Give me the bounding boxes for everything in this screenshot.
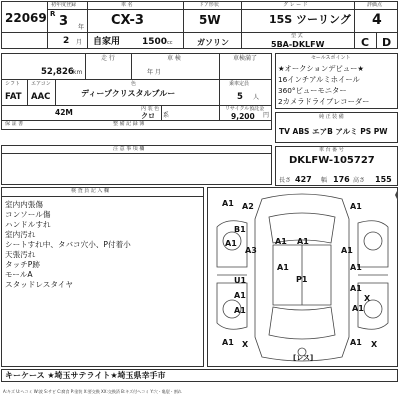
- ac: AAC: [31, 92, 51, 102]
- shift: FAT: [5, 92, 22, 102]
- grade: 15S ツーリング: [269, 13, 351, 26]
- interior-color-label: 内 装 色: [141, 106, 160, 112]
- mileage-unit: km: [73, 69, 83, 76]
- recycle-label: リサイクル預託金: [225, 106, 265, 112]
- usage: 自家用: [93, 37, 121, 47]
- length: 427: [295, 175, 312, 184]
- year-unit: 年: [78, 24, 85, 31]
- equipment-label: 純 正 装 備: [319, 114, 344, 120]
- color-number: 42M: [55, 108, 73, 117]
- chassis-label: 車 台 番 号: [319, 147, 344, 153]
- damage-a1-8: A1: [350, 263, 362, 272]
- damage-a1-14: A1: [350, 338, 362, 347]
- note-6: 天張汚れ: [5, 250, 36, 259]
- damage-x-2: X: [242, 340, 249, 349]
- score-label: 評価点: [367, 2, 383, 8]
- exterior-grade: D: [382, 36, 392, 49]
- doors-label: ドア形状: [199, 2, 219, 8]
- doors: 5W: [199, 13, 221, 27]
- interior-color-unit: 系: [163, 112, 170, 119]
- damage-p1: P1: [296, 275, 308, 284]
- damage-a1-9: A1: [234, 291, 246, 300]
- note-8: モールA: [5, 270, 33, 279]
- model: CX-3: [111, 13, 144, 28]
- auction-sheet: [1, 1, 399, 399]
- note-3: ハンドルすれ: [5, 220, 51, 229]
- color-label: 色: [131, 81, 137, 87]
- recycle: 9,200: [231, 112, 255, 121]
- year: 3: [59, 14, 69, 29]
- damage-a1-2: A1: [350, 202, 362, 211]
- lot-number: 22069: [5, 11, 47, 25]
- note-1: 室内内張傷: [5, 200, 43, 209]
- inspection-label: 車 検: [167, 55, 181, 62]
- sales-point-4: 2カメラドライブレコーダー: [278, 97, 370, 106]
- damage-a3-1: A3: [245, 246, 257, 255]
- warranty-label: 保 証 書: [5, 121, 24, 127]
- legend: A:キズ U:ヘコミ W:波 S:サビ C:腐食 P:塗装 X:要交換 XX:交換済 B:キズ付ヘコミ Y:穴・亀裂・割れ: [3, 389, 182, 394]
- ac-label: エアコン: [31, 81, 51, 87]
- key-info: キーケース ★埼玉サテライト★埼玉県幸手市: [5, 371, 166, 380]
- shift-label: シフト: [5, 81, 21, 87]
- width: 176: [333, 175, 350, 184]
- capacity-label: 乗車定員: [229, 81, 250, 87]
- remarks-label: 注 意 事 項 欄: [113, 146, 145, 152]
- note-7: タッチP跡: [5, 260, 40, 269]
- grade-label: グ レ ー ド: [283, 2, 308, 8]
- damage-x-1: X: [364, 294, 371, 303]
- damage-a1-13: A1: [222, 338, 234, 347]
- month: 2: [63, 36, 70, 46]
- fuel: ガソリン: [197, 38, 229, 47]
- interior-grade: C: [361, 36, 370, 49]
- sales-point-3: 360°ビューモニター: [278, 86, 347, 95]
- sales-point-label: セールスポイント: [311, 55, 351, 61]
- damage-a1-7: A1: [277, 263, 289, 272]
- height: 155: [375, 175, 392, 184]
- interior-color: クロ: [141, 112, 155, 120]
- capacity: 5: [237, 92, 243, 102]
- chassis-number: DKLFW-105727: [289, 155, 375, 166]
- month-unit: 月: [76, 39, 83, 46]
- mileage: 52,826: [41, 67, 74, 77]
- model-label: 車 名: [121, 2, 133, 8]
- damage-a1-4: A1: [275, 237, 287, 246]
- length-label: 長さ: [279, 177, 292, 184]
- displacement: 1500: [142, 37, 168, 47]
- note-2: コンソール傷: [5, 210, 51, 219]
- score: 4: [372, 12, 382, 28]
- note-5: シートすれ中、タバコ穴小、P付着小: [5, 240, 131, 249]
- color: ディープクリスタルブルー: [81, 89, 176, 98]
- history-label: 整 備 記 録 簿: [113, 121, 145, 127]
- damage-a1-1: A1: [222, 199, 234, 208]
- damage-u1-1: U1: [234, 276, 247, 285]
- damage-a1-10: A1: [350, 284, 362, 293]
- damage-a1-3: A1: [225, 239, 237, 248]
- damage-x-3: X: [371, 340, 378, 349]
- damage-a1-12: A1: [352, 304, 364, 313]
- era: R: [50, 10, 56, 18]
- damage-b1-1: B1: [234, 225, 246, 234]
- model-code-label: 型 式: [291, 33, 303, 39]
- note-9: スタッドレスタイヤ: [5, 280, 73, 289]
- damage-a1-5: A1: [297, 237, 309, 246]
- mileage-label: 走 行: [101, 55, 115, 62]
- diagram-unit-label: [レス]: [293, 354, 314, 362]
- damage-a1-11: A1: [234, 306, 246, 315]
- width-label: 幅: [321, 177, 328, 184]
- inspector-label: 検 査 員 記 入 欄: [71, 188, 109, 194]
- equipment: TV ABS エアB アルミ PS PW: [279, 127, 388, 136]
- recycle-unit: 円: [263, 112, 270, 119]
- model-code: 5BA-DKLFW: [271, 40, 325, 49]
- inspection-expire-label: 車検満了: [233, 55, 258, 62]
- sales-point-1: ★オークションデビュー★: [278, 64, 364, 73]
- inspection-unit: 年 月: [147, 69, 161, 76]
- displacement-unit: cc: [167, 40, 173, 46]
- note-4: 室内汚れ: [5, 230, 36, 239]
- sales-point-2: 16インチアルミホイール: [278, 75, 360, 84]
- damage-a1-6: A1: [341, 246, 353, 255]
- damage-a2-1: A2: [242, 202, 254, 211]
- registration-label: 初年度登録: [51, 2, 77, 8]
- height-label: 高さ: [353, 177, 366, 184]
- capacity-unit: 人: [253, 94, 260, 101]
